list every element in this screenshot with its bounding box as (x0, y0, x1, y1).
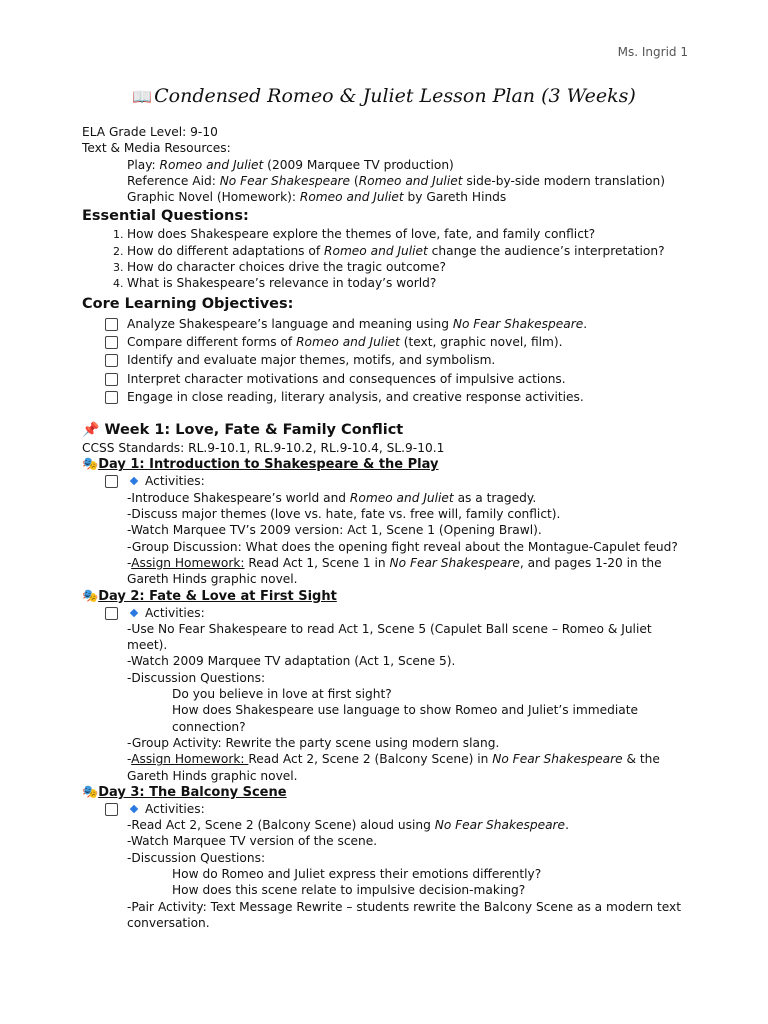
eq-text: How does Shakespeare explore the themes of love, fate, and family conflict? (127, 227, 596, 242)
activity-line: -Watch Marquee TV version of the scene. (127, 834, 378, 849)
blue-diamond-icon (130, 477, 138, 485)
checkbox[interactable] (105, 336, 118, 349)
day-1-title: Day 1: Introduction to Shakespeare & the Play (98, 457, 439, 473)
objective-item (82, 371, 692, 387)
activity-line: -Watch Marquee TV’s 2009 version: Act 1, Scene 1 (Opening Brawl). (127, 523, 542, 538)
discussion-question: How do Romeo and Juliet express their emotions differently? (172, 866, 542, 881)
resources-label: Text & Media Resources: (82, 141, 231, 156)
activity-line: -Group Discussion: What does the opening fight reveal about the Montague-Capulet feud? (127, 539, 678, 554)
eq-text: What is Shakespeare’s relevance in today’s world? (127, 276, 437, 291)
homework-line-cont: Gareth Hinds graphic novel. (127, 768, 298, 783)
text: Read Act 1, Scene 1 in (244, 555, 390, 570)
obj-em: Romeo and Juliet (296, 334, 400, 349)
obj-em: No Fear Shakespeare (452, 316, 584, 331)
text-em: No Fear Shakespeare (389, 555, 520, 570)
objective-item (82, 389, 692, 405)
text-em: Romeo and Juliet (349, 490, 454, 505)
gn-suffix: by Gareth Hinds (403, 190, 507, 205)
list-item (127, 243, 692, 259)
resource-graphic-novel (82, 189, 692, 205)
day-2-heading (82, 588, 692, 605)
day-1-activities-row (82, 473, 692, 489)
day-2-title: Day 2: Fate & Love at First Sight (98, 588, 337, 604)
play-title: Romeo and Juliet (159, 157, 264, 172)
checkbox[interactable] (105, 373, 118, 386)
list-item (127, 259, 692, 275)
objective-text (127, 334, 563, 350)
text: -Read Act 2, Scene 2 (Balcony Scene) aloud using (127, 818, 435, 833)
text: -Introduce Shakespeare’s world and (127, 490, 350, 505)
grade-level: ELA Grade Level: 9-10 (82, 125, 218, 139)
day-1-activities (82, 490, 692, 588)
list-item (127, 275, 692, 291)
homework-line (127, 555, 692, 571)
play-suffix: (2009 Marquee TV production) (263, 157, 454, 172)
objective-item (82, 316, 692, 332)
checkbox[interactable] (105, 318, 118, 331)
activity-line: -Use No Fear Shakespeare to read Act 1, Scene 5 (Capulet Ball scene – Romeo & Juliet (127, 621, 652, 636)
text: & the (622, 752, 660, 767)
reference-mid: ( (350, 173, 359, 188)
reference-title-2: Romeo and Juliet (358, 173, 463, 188)
list-item (127, 226, 692, 242)
activity-line: -Watch 2009 Marquee TV adaptation (Act 1, Scene 5). (127, 654, 456, 669)
obj-post: (text, graphic novel, film). (399, 334, 563, 349)
activity-line-cont: conversation. (127, 915, 210, 930)
activity-line (127, 817, 692, 833)
checkbox[interactable] (105, 391, 118, 404)
eq-text: How do different adaptations of (127, 243, 325, 258)
day-3-activities (82, 817, 692, 931)
week-1-heading (82, 421, 692, 440)
activity-line: -Pair Activity: Text Message Rewrite – students rewrite the Balcony Scene as a modern text (127, 899, 682, 914)
objective-text: Engage in close reading, literary analysis, and creative response activities. (127, 389, 584, 404)
gn-prefix: Graphic Novel (Homework): (127, 190, 300, 205)
ccss-standards: CCSS Standards: RL.9-10.1, RL.9-10.2, RL.9-10.4, SL.9-10.1 (82, 441, 445, 456)
theater-masks-icon: 🎭 (82, 784, 99, 800)
objective-text: Interpret character motivations and consequences of impulsive actions. (127, 371, 566, 386)
resource-play (82, 157, 692, 173)
page-title (0, 84, 768, 109)
essential-questions-heading: Essential Questions: (82, 208, 249, 225)
activities-label: Activities: (145, 801, 205, 816)
author-header: Ms. Ingrid 1 (617, 45, 688, 59)
dash: - (127, 752, 132, 767)
day-3-title: Day 3: The Balcony Scene (98, 784, 287, 800)
gn-title: Romeo and Juliet (299, 190, 404, 205)
objective-item (82, 334, 692, 350)
theater-masks-icon: 🎭 (82, 588, 99, 604)
text: Read Act 2, Scene 2 (Balcony Scene) in (248, 752, 493, 767)
activity-line: -Discuss major themes (love vs. hate, fate vs. free will, family conflict). (127, 507, 561, 522)
reference-prefix: Reference Aid: (127, 173, 220, 188)
reference-title: No Fear Shakespeare (219, 173, 351, 188)
homework-line-cont: Gareth Hinds graphic novel. (127, 572, 298, 587)
checkbox[interactable] (105, 475, 118, 488)
homework-label: Assign Homework: (131, 555, 245, 570)
essential-questions-list (82, 226, 692, 291)
homework-label: Assign Homework: (131, 752, 249, 767)
text-em: No Fear Shakespeare (434, 818, 566, 833)
discussion-question-cont: connection? (172, 719, 246, 734)
discussion-question: How does Shakespeare use language to show Romeo and Juliet’s immediate (172, 703, 638, 718)
blue-diamond-icon (130, 608, 138, 616)
activities-label: Activities: (145, 474, 205, 489)
text-em: No Fear Shakespeare (492, 752, 623, 767)
dash: - (127, 555, 132, 570)
day-1-heading (82, 456, 692, 473)
eq-text-post: change the audience’s interpretation? (427, 243, 665, 258)
pushpin-icon: 📌 (82, 422, 100, 439)
obj-pre: Compare different forms of (127, 334, 297, 349)
play-prefix: Play: (127, 157, 160, 172)
activity-line: -Group Activity: Rewrite the party scene using modern slang. (127, 735, 500, 750)
homework-line (127, 751, 692, 767)
objective-item (82, 352, 692, 368)
open-book-icon: 📖 (132, 87, 153, 106)
resource-reference (82, 173, 692, 189)
week-1-title: Week 1: Love, Fate & Family Conflict (104, 422, 404, 439)
activity-line: -Discussion Questions: (127, 850, 266, 865)
obj-pre: Analyze Shakespeare’s language and meaning using (127, 316, 453, 331)
objectives-list (82, 316, 692, 405)
discussion-question: How does this scene relate to impulsive decision-making? (172, 883, 526, 898)
day-3-activities-row (82, 801, 692, 817)
title-text: Condensed Romeo & Juliet Lesson Plan (3 Weeks) (154, 85, 636, 107)
text: . (565, 818, 569, 833)
theater-masks-icon: 🎭 (82, 457, 99, 473)
objective-text (127, 316, 587, 332)
reference-suffix: side-by-side modern translation) (462, 173, 665, 188)
day-2-activities (82, 621, 692, 784)
day-2-activities-row (82, 605, 692, 621)
checkbox[interactable] (105, 803, 118, 816)
objective-text: Identify and evaluate major themes, motifs, and symbolism. (127, 353, 496, 368)
obj-post: . (583, 316, 588, 331)
activity-line (127, 490, 692, 506)
blue-diamond-icon (130, 805, 138, 813)
text: as a tragedy. (453, 490, 537, 505)
activity-line: -Discussion Questions: (127, 670, 266, 685)
activities-label: Activities: (145, 605, 205, 620)
objectives-heading: Core Learning Objectives: (82, 295, 294, 312)
document-body (82, 124, 692, 931)
text: , and pages 1-20 in the (519, 555, 662, 570)
day-3-heading (82, 784, 692, 801)
activity-line-cont: meet). (127, 638, 168, 653)
checkbox[interactable] (105, 607, 118, 620)
discussion-question: Do you believe in love at first sight? (172, 687, 392, 702)
eq-em: Romeo and Juliet (324, 243, 428, 258)
checkbox[interactable] (105, 354, 118, 367)
eq-text: How do character choices drive the tragic outcome? (127, 260, 446, 275)
